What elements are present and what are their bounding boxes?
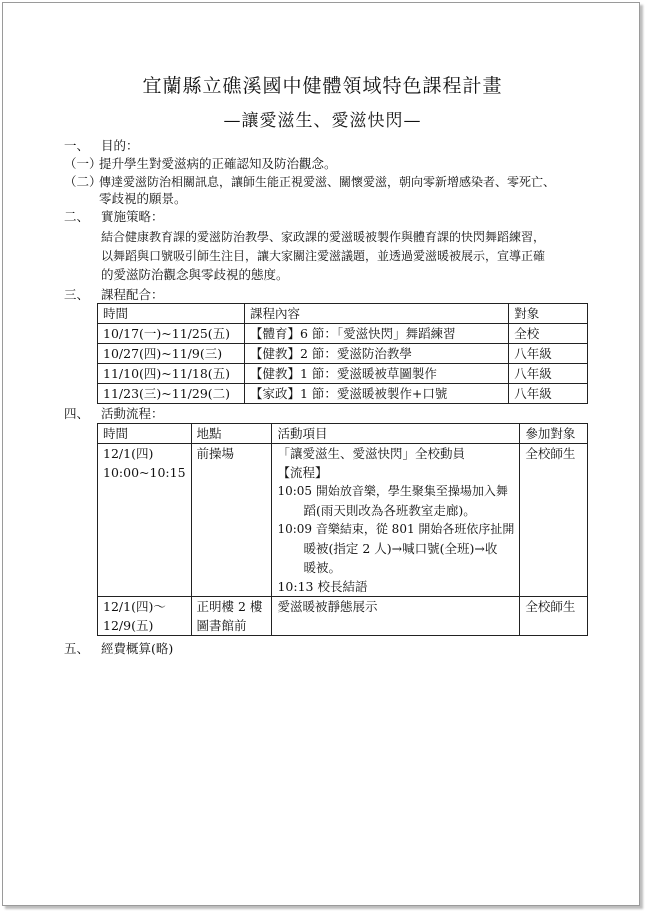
table-cell: 10/27(四)~11/9(三) xyxy=(98,344,245,364)
table-header: 地點 xyxy=(191,424,272,444)
section-2-label: 實施策略： xyxy=(101,209,164,224)
table-cell-target: 全校師生 xyxy=(520,444,588,597)
table-cell: 八年級 xyxy=(509,384,588,404)
table-cell: 全校 xyxy=(509,324,588,344)
section-3-label: 課程配合： xyxy=(101,287,164,302)
section-5-label: 經費概算(略) xyxy=(101,641,174,656)
table-cell-time xyxy=(98,444,192,597)
table-header: 活動項目 xyxy=(272,424,520,444)
time-line: 12/1(四)～ xyxy=(103,599,166,614)
section-1-item-2-number: （二） xyxy=(64,174,102,189)
table-cell-activity: 愛滋暖被靜態展示 xyxy=(272,597,520,636)
activity-line: 10:13 校長結語 xyxy=(277,579,368,594)
table-header: 參加對象 xyxy=(520,424,588,444)
section-2-line-1: 結合健康教育課的愛滋防治教學、家政課的愛滋暖被製作與體育課的快閃舞蹈練習， xyxy=(101,230,546,244)
table-row xyxy=(98,364,588,384)
section-1-item-1-number: （一） xyxy=(64,156,102,171)
activity-line: 暖被。 xyxy=(303,560,341,575)
table-cell-activity xyxy=(272,444,520,597)
page-subtitle: —讓愛滋生、愛滋快閃— xyxy=(223,111,422,131)
activity-line: 10:09 音樂結束，從 801 開始各班依序扯開 xyxy=(277,522,515,536)
section-1-number: 一、 xyxy=(64,138,90,153)
table-cell: 【健教】1 節：愛滋暖被草圖製作 xyxy=(244,364,508,384)
course-table xyxy=(97,303,588,404)
table-header-row xyxy=(98,424,588,444)
section-2-line-2: 以舞蹈與口號吸引師生注目，讓大家關注愛滋議題，並透過愛滋暖被展示，宣導正確 xyxy=(101,249,546,263)
table-row xyxy=(98,344,588,364)
activity-line: 「讓愛滋生、愛滋快閃」全校動員 xyxy=(277,446,465,461)
page-title: 宜蘭縣立礁溪國中健體領域特色課程計畫 xyxy=(142,75,503,97)
section-1-item-2-cont: 零歧視的願景。 xyxy=(99,191,187,206)
table-header: 時間 xyxy=(98,304,245,324)
table-cell: 11/10(四)~11/18(五) xyxy=(98,364,245,384)
table-cell: 【家政】1 節：愛滋暖被製作+口號 xyxy=(244,384,508,404)
section-2-number: 二、 xyxy=(64,209,90,224)
table-row xyxy=(98,444,588,597)
section-4-number: 四、 xyxy=(64,406,90,421)
time-line: 12/1(四) xyxy=(103,446,154,461)
section-5-number: 五、 xyxy=(64,641,90,656)
table-header: 課程內容 xyxy=(244,304,508,324)
table-cell-place: 前操場 xyxy=(191,444,272,597)
table-cell: 【體育】6 節：「愛滋快閃」舞蹈練習 xyxy=(244,324,508,344)
table-header: 時間 xyxy=(98,424,192,444)
place-line: 正明樓 2 樓 xyxy=(196,599,263,614)
time-line: 12/9(五) xyxy=(103,618,154,633)
place-line: 圖書館前 xyxy=(196,618,247,633)
table-cell: 11/23(三)~11/29(二) xyxy=(98,384,245,404)
table-cell-target: 全校師生 xyxy=(520,597,588,636)
section-1-item-2-text: 傳達愛滋防治相關訊息，讓師生能正視愛滋、關懷愛滋，朝向零新增感染者、零死亡、 xyxy=(99,175,556,189)
table-header-row xyxy=(98,304,588,324)
activity-line: 【流程】 xyxy=(277,465,328,480)
table-cell-time xyxy=(98,597,192,636)
section-3-number: 三、 xyxy=(64,287,90,302)
table-row xyxy=(98,597,588,636)
section-1-item-1-text: 提升學生對愛滋病的正確認知及防治觀念。 xyxy=(99,156,337,171)
section-2-line-3: 的愛滋防治觀念與零歧視的態度。 xyxy=(101,267,289,282)
section-1-label: 目的： xyxy=(101,138,139,153)
table-cell: 10/17(一)~11/25(五) xyxy=(98,324,245,344)
table-row xyxy=(98,384,588,404)
table-header: 對象 xyxy=(509,304,588,324)
activity-table xyxy=(97,423,588,636)
activity-line: 10:05 開始放音樂，學生聚集至操場加入舞 xyxy=(277,484,508,498)
table-row xyxy=(98,324,588,344)
table-cell: 八年級 xyxy=(509,364,588,384)
section-4-label: 活動流程： xyxy=(101,406,164,421)
activity-line: 暖被(指定 2 人)→喊口號(全班)→收 xyxy=(303,541,498,556)
activity-line: 蹈(雨天則改為各班教室走廊)。 xyxy=(303,503,476,518)
table-cell-place xyxy=(191,597,272,636)
table-cell: 八年級 xyxy=(509,344,588,364)
time-line: 10:00~10:15 xyxy=(103,465,186,480)
table-cell: 【健教】2 節：愛滋防治教學 xyxy=(244,344,508,364)
